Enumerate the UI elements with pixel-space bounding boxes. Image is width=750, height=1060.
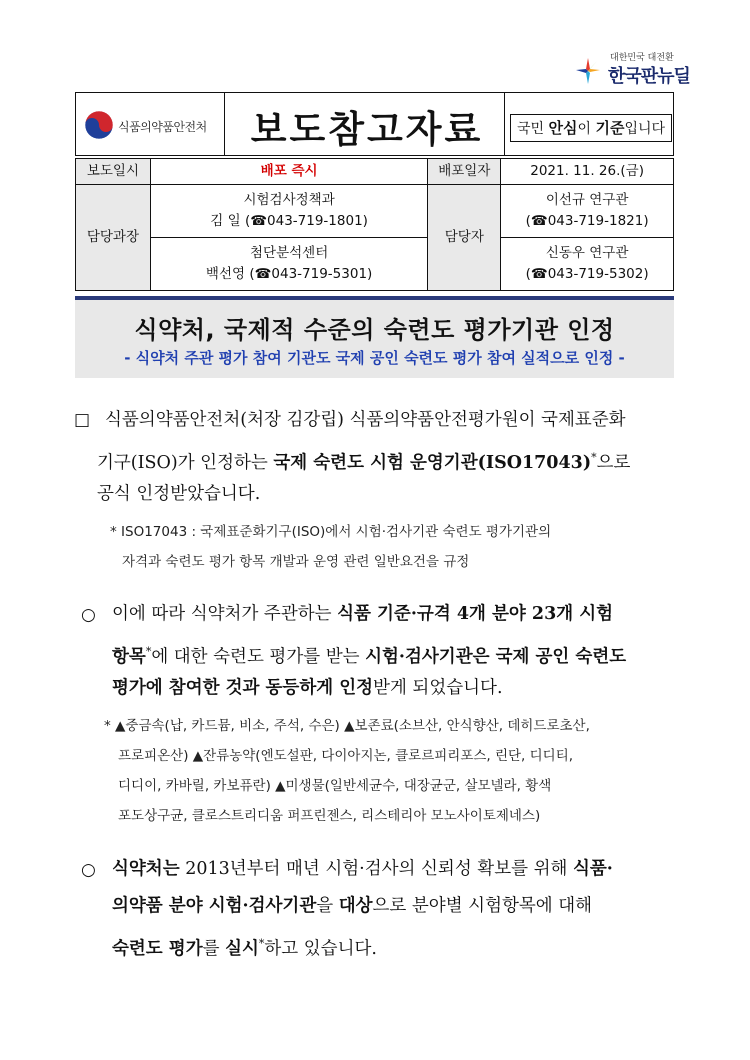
footnote-2-line-1: * ▲중금속(납, 카드뮴, 비소, 주석, 수은) ▲보존료(소브산, 안식향산, 데히드로초산, (104, 718, 590, 734)
footnote-1-line-2: 자격과 숙련도 평가 항목 개발과 운영 관련 일반요건을 규정 (122, 554, 470, 570)
korean-new-deal-logo (572, 50, 690, 88)
paragraph-3-line-1: 식약처는 2013년부터 매년 시험·검사의 신뢰성 확보를 위해 식품· (112, 859, 613, 879)
new-deal-emblem-icon (572, 56, 604, 86)
circle-bullet-icon: ○ (81, 860, 96, 880)
paragraph-1-line-1: 식품의약품안전처(처장 김강립) 식품의약품안전평가원이 국제표준화 (105, 410, 626, 430)
agency-slogan: 국민 안심이 기준입니다 (510, 114, 672, 142)
department-head-label: 담당과장 (76, 185, 151, 291)
release-time-label: 보도일시 (76, 159, 151, 185)
release-time-value: 배포 즉시 (150, 159, 428, 185)
distribution-date-label: 배포일자 (428, 159, 501, 185)
department-head-2: 첨단분석센터 백선영 (☎043-719-5301) (150, 238, 428, 291)
footnote-1-line-1: * ISO17043 : 국제표준화기구(ISO)에서 시험·검사기관 숙련도 평가기관의 (110, 524, 552, 540)
footnote-2-line-3: 디디이, 카바릴, 카보퓨란) ▲미생물(일반세균수, 대장균군, 살모넬라, 황색 (118, 778, 552, 794)
contact-person-label: 담당자 (428, 185, 501, 291)
new-deal-name: 한국판뉴딜 (608, 66, 690, 87)
square-bullet-icon: □ (74, 410, 91, 430)
paragraph-3-line-2: 의약품 분야 시험·검사기관을 대상으로 분야별 시험항목에 대해 (112, 896, 593, 916)
paragraph-2-line-3: 평가에 참여한 것과 동등하게 인정받게 되었습니다. (112, 678, 503, 698)
paragraph-2-line-2: 항목*에 대한 숙련도 평가를 받는 시험·검사기관은 국제 공인 숙련도 (112, 645, 627, 667)
headline-subtitle: - 식약처 주관 평가 참여 기관도 국제 공인 숙련도 평가 참여 실적으로 인정 - (124, 349, 625, 367)
header-divider (224, 93, 225, 155)
taegeuk-emblem-icon (84, 110, 114, 140)
department-head-1: 시험검사정책과 김 일 (☎043-719-1801) (150, 185, 428, 238)
agency-logo (84, 110, 219, 140)
paragraph-2-line-1: 이에 따라 식약처가 주관하는 식품 기준·규격 4개 분야 23개 시험 (112, 604, 614, 624)
press-header (75, 92, 674, 156)
header-divider (504, 93, 505, 155)
new-deal-tagline: 대한민국 대전환 (610, 53, 674, 63)
headline-box (75, 300, 674, 378)
contact-person-1: 이선규 연구관 (☎043-719-1821) (501, 185, 674, 238)
release-info-table (75, 158, 674, 291)
agency-name: 식품의약품안전처 (118, 120, 207, 134)
contact-person-2: 신동우 연구관 (☎043-719-5302) (501, 238, 674, 291)
paragraph-3-line-3: 숙련도 평가를 실시*하고 있습니다. (112, 937, 377, 959)
footnote-2-line-4: 포도상구균, 클로스트리디움 퍼프린젠스, 리스테리아 모노사이토제네스) (118, 808, 541, 824)
document-type-title: 보도참고자료 (250, 108, 484, 151)
footnote-2-line-2: 프로피온산) ▲잔류농약(엔도설판, 다이아지논, 클로르피리포스, 린단, 디디티, (118, 748, 574, 764)
headline-title: 식약처, 국제적 수준의 숙련도 평가기관 인정 (134, 316, 615, 344)
circle-bullet-icon: ○ (81, 605, 96, 625)
paragraph-1-line-2: 기구(ISO)가 인정하는 국제 숙련도 시험 운영기관(ISO17043)*으로 (97, 451, 631, 473)
distribution-date-value: 2021. 11. 26.(금) (501, 159, 674, 185)
paragraph-1-line-3: 공식 인정받았습니다. (97, 484, 261, 504)
